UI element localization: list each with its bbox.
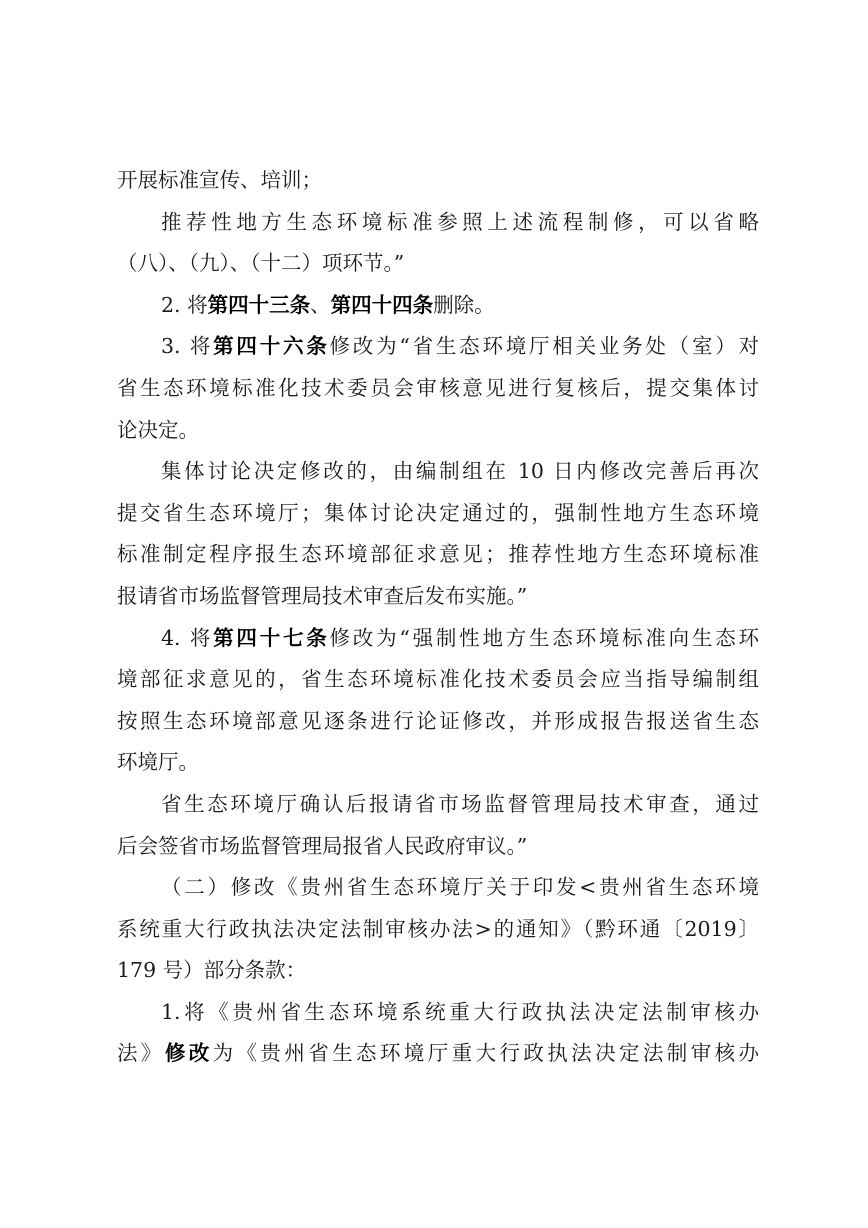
text-line bbox=[117, 243, 759, 285]
text-line bbox=[117, 285, 759, 327]
text-run: 系统重大行政执法决定法制审核办法>的通知》（黔环通〔2019〕 bbox=[117, 916, 759, 941]
text-run: （八）、（九）、（十二）项环节。” bbox=[117, 251, 405, 276]
bold-article-reference: 第四十六条 bbox=[213, 334, 330, 359]
text-run: 标准制定程序报生态环境部征求意见；推荐性地方生态环境标准 bbox=[117, 542, 759, 567]
text-line bbox=[117, 950, 759, 992]
text-line bbox=[117, 368, 759, 410]
text-line bbox=[117, 493, 759, 535]
text-line bbox=[117, 451, 759, 493]
text-run: 开展标准宣传、培训； bbox=[117, 168, 322, 192]
text-run: 提交省生态环境厅；集体讨论决定通过的，强制性地方生态环境 bbox=[117, 500, 759, 525]
bold-article-reference: 修改 bbox=[164, 1041, 213, 1066]
text-line bbox=[117, 1033, 759, 1075]
text-line bbox=[117, 992, 759, 1034]
text-line bbox=[117, 784, 759, 826]
text-run: 论决定。 bbox=[117, 417, 199, 442]
text-line bbox=[117, 742, 759, 784]
text-run: 1.将《贵州省生态环境系统重大行政执法决定法制审核办 bbox=[161, 999, 759, 1024]
text-run: 省生态环境厅确认后报请省市场监督管理局技术审查，通过 bbox=[161, 791, 759, 816]
text-line bbox=[117, 826, 759, 868]
text-line bbox=[117, 618, 759, 660]
text-line bbox=[117, 534, 759, 576]
text-line bbox=[117, 576, 759, 618]
bold-article-reference: 第四十三条 bbox=[207, 292, 311, 317]
text-run: 推荐性地方生态环境标准参照上述流程制修，可以省略 bbox=[161, 209, 759, 234]
text-run: 为《贵州省生态环境厅重大行政执法决定法制审核办 bbox=[212, 1041, 760, 1066]
text-line bbox=[117, 659, 759, 701]
document-page bbox=[117, 160, 759, 1075]
text-line bbox=[117, 701, 759, 743]
text-line bbox=[117, 160, 759, 202]
text-run: 3. 将 bbox=[161, 334, 214, 359]
text-run: 4. 将 bbox=[161, 625, 214, 650]
text-run: 后会签省市场监督管理局报省人民政府审议。” bbox=[117, 833, 528, 858]
text-run: 删除。 bbox=[433, 292, 495, 317]
text-run: 法》 bbox=[117, 1041, 165, 1066]
text-run: （二）修改《贵州省生态环境厅关于印发<贵州省生态环境 bbox=[161, 875, 759, 900]
bold-article-reference: 第四十七条 bbox=[213, 625, 330, 650]
text-run: 省生态环境标准化技术委员会审核意见进行复核后，提交集体讨 bbox=[117, 375, 759, 400]
text-line bbox=[117, 326, 759, 368]
text-line bbox=[117, 867, 759, 909]
text-run: 境部征求意见的，省生态环境标准化技术委员会应当指导编制组 bbox=[117, 667, 759, 692]
text-run: 集体讨论决定修改的，由编制组在 10 日内修改完善后再次 bbox=[161, 459, 759, 484]
text-run: 修改为“省生态环境厅相关业务处（室）对 bbox=[329, 334, 760, 359]
text-run: 修改为“强制性地方生态环境标准向生态环 bbox=[329, 625, 760, 650]
text-run: 按照生态环境部意见逐条进行论证修改，并形成报告报送省生态 bbox=[117, 708, 759, 733]
text-run: 2. 将 bbox=[161, 292, 208, 317]
text-line bbox=[117, 202, 759, 244]
text-line bbox=[117, 410, 759, 452]
text-run: 179 号）部分条款： bbox=[117, 958, 307, 983]
text-run: 、 bbox=[310, 292, 331, 317]
text-line bbox=[117, 909, 759, 951]
text-run: 报请省市场监督管理局技术审查后发布实施。” bbox=[117, 583, 528, 608]
text-run: 环境厅。 bbox=[117, 750, 199, 775]
bold-article-reference: 第四十四条 bbox=[330, 292, 434, 317]
